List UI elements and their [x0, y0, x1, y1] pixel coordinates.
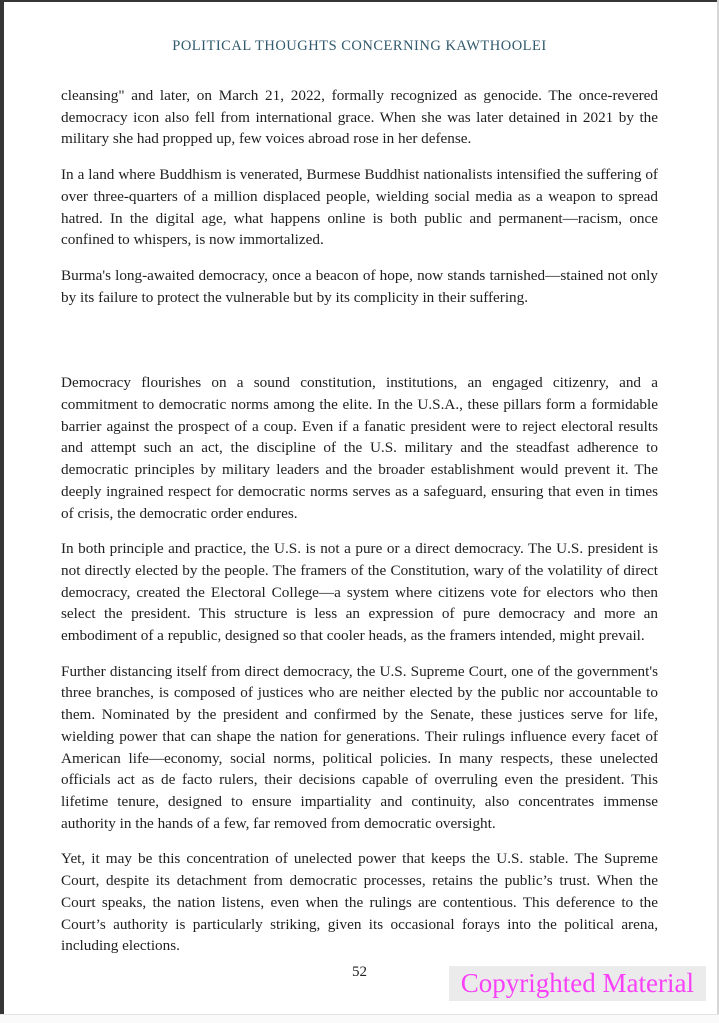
body-paragraph: Burma's long-awaited democracy, once a beacon of hope, now stands tarnished—stained not only by its failure to protect the vulnerable but by its complicity in their suffering.	[61, 266, 658, 306]
page-number: 52	[352, 964, 367, 980]
body-paragraph: Democracy flourishes on a sound constitution, institutions, an engaged citizenry, and a commitment to democratic norms among the elite. In the U.S.A., these pillars form a formidable barrier against the prospect of a coup. Even if a fanatic president were to reject electoral results and attempt such an act, the discipline of the U.S. military and the steadfast adherence to democratic principles by military leaders and the broader establishment would prevent it. The deeply ingrained respect for democratic norms serves as a safeguard, ensuring that even in times of crisis, the democratic order endures.	[61, 374, 658, 522]
section-break	[61, 322, 658, 372]
page-edge-left	[0, 0, 4, 1015]
book-page	[61, 0, 658, 971]
body-paragraph: In both principle and practice, the U.S. is not a pure or a direct democracy. The U.S. president is not directly elected by the people. The framers of the Constitution, wary of the volatility of direct democracy, created the Electoral College—a system where citizens vote for electors who then select the president. This structure is less an expression of pure democracy and more an embodiment of a republic, designed so that cooler heads, as the framers intended, might prevail.	[61, 540, 658, 645]
body-paragraph: In a land where Buddhism is venerated, Burmese Buddhist nationalists intensified the suffering of over three-quarters of a million displaced people, wielding social media as a weapon to spread hatred. In the digital age, what happens online is both public and permanent—racism, once confined to whispers, is now immortalized.	[61, 166, 658, 249]
body-paragraph: cleansing" and later, on March 21, 2022, formally recognized as genocide. The once-revered democracy icon also fell from international grace. When she was later detained in 2021 by the military she had propped up, few voices abroad rose in her defense.	[61, 87, 658, 148]
copyright-watermark: Copyrighted Material	[449, 966, 706, 1001]
body-paragraph: Further distancing itself from direct democracy, the U.S. Supreme Court, one of the government's three branches, is composed of justices who are neither elected by the public nor accountable to them. Nominated by the president and confirmed by the Senate, these justices serve for life, wielding power that can shape the nation for generations. Their rulings influence every facet of American life—economy, social norms, political policies. In many respects, these unelected officials act as de facto rulers, their decisions capable of overruling even the president. This lifetime tenure, designed to ensure impartiality and continuity, also concentrates immense authority in the hands of a few, far removed from democratic oversight.	[61, 662, 658, 832]
body-paragraph: Yet, it may be this concentration of unelected power that keeps the U.S. stable. The Supreme Court, despite its detachment from democratic processes, retains the public’s trust. When the Court speaks, the nation listens, even when the rulings are contentious. This deference to the Court’s authority is particularly striking, given its occasional forays into the political arena, including elections.	[61, 850, 658, 955]
running-header: POLITICAL THOUGHTS CONCERNING KAWTHOOLEI	[172, 38, 547, 54]
page-edge-bottom	[0, 1014, 719, 1023]
body-text	[61, 85, 658, 957]
